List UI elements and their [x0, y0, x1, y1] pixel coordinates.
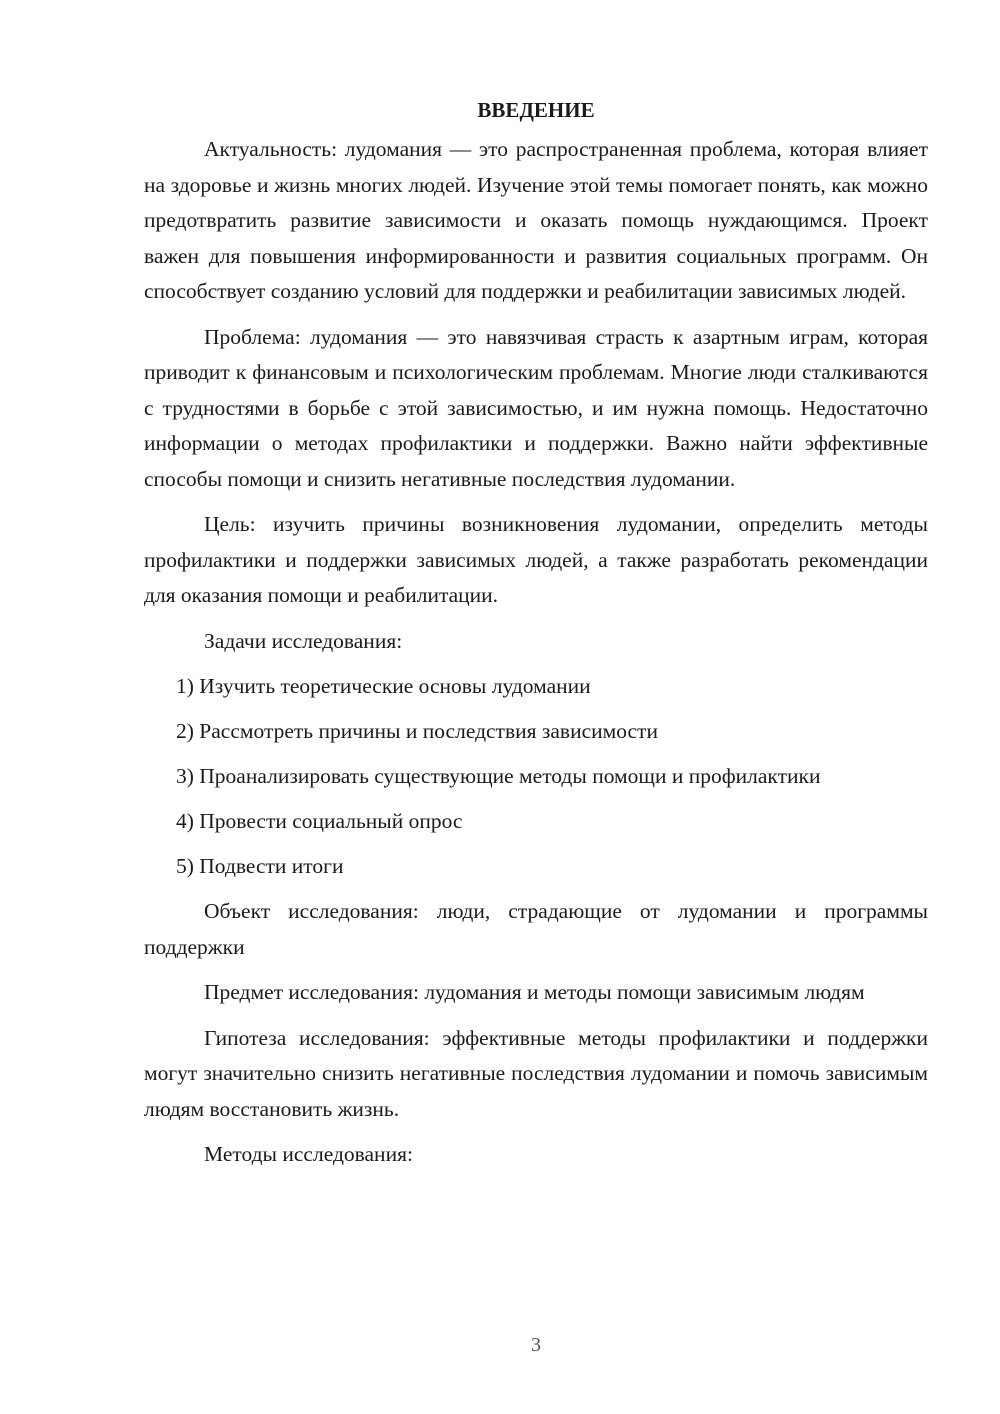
page-number: 3	[531, 1334, 541, 1356]
page-title: ВВЕДЕНИЕ	[477, 98, 595, 122]
list-item: 1) Изучить теоретические основы лудомании	[176, 674, 591, 698]
paragraph-problem: Проблема: лудомания — это навязчивая страсть к азартным играм, которая приводит к финансовым и психологическим проблемам. Многие люди сталкиваются с трудностями в борьбе с этой зависимостью, и им нужна помощь. Недостаточно информации о методах профилактики и поддержки. Важно найти эффективные способы помощи и снизить негативные последствия лудомании.	[144, 324, 928, 491]
paragraph-relevance: Актуальность: лудомания — это распространенная проблема, которая влияет на здоровье и жизнь многих людей. Изучение этой темы помогает понять, как можно предотвратить развитие зависимости и оказать помощь нуждающимся. Проект важен для повышения информированности и развития социальных программ. Он способствует созданию условий для поддержки и реабилитации зависимых людей.	[144, 137, 928, 303]
list-item: 3) Проанализировать существующие методы помощи и профилактики	[176, 764, 821, 788]
paragraph-hypothesis: Гипотеза исследования: эффективные методы профилактики и поддержки могут значительно снизить негативные последствия лудомании и помочь зависимым людям восстановить жизнь.	[144, 1025, 928, 1121]
document-page	[144, 92, 928, 1183]
methods-heading: Методы исследования:	[204, 1142, 413, 1166]
paragraph-subject: Предмет исследования: лудомания и методы помощи зависимым людям	[204, 980, 865, 1004]
tasks-list	[144, 669, 928, 885]
list-item: 2) Рассмотреть причины и последствия зависимости	[176, 719, 658, 743]
list-item: 5) Подвести итоги	[176, 854, 344, 878]
list-item: 4) Провести социальный опрос	[176, 809, 463, 833]
paragraph-goal: Цель: изучить причины возникновения лудомании, определить методы профилактики и поддержки зависимых людей, а также разработать рекомендации для оказания помощи и реабилитации.	[144, 512, 928, 607]
paragraph-object: Объект исследования: люди, страдающие от лудомании и программы поддержки	[144, 899, 928, 959]
tasks-heading: Задачи исследования:	[204, 628, 403, 653]
